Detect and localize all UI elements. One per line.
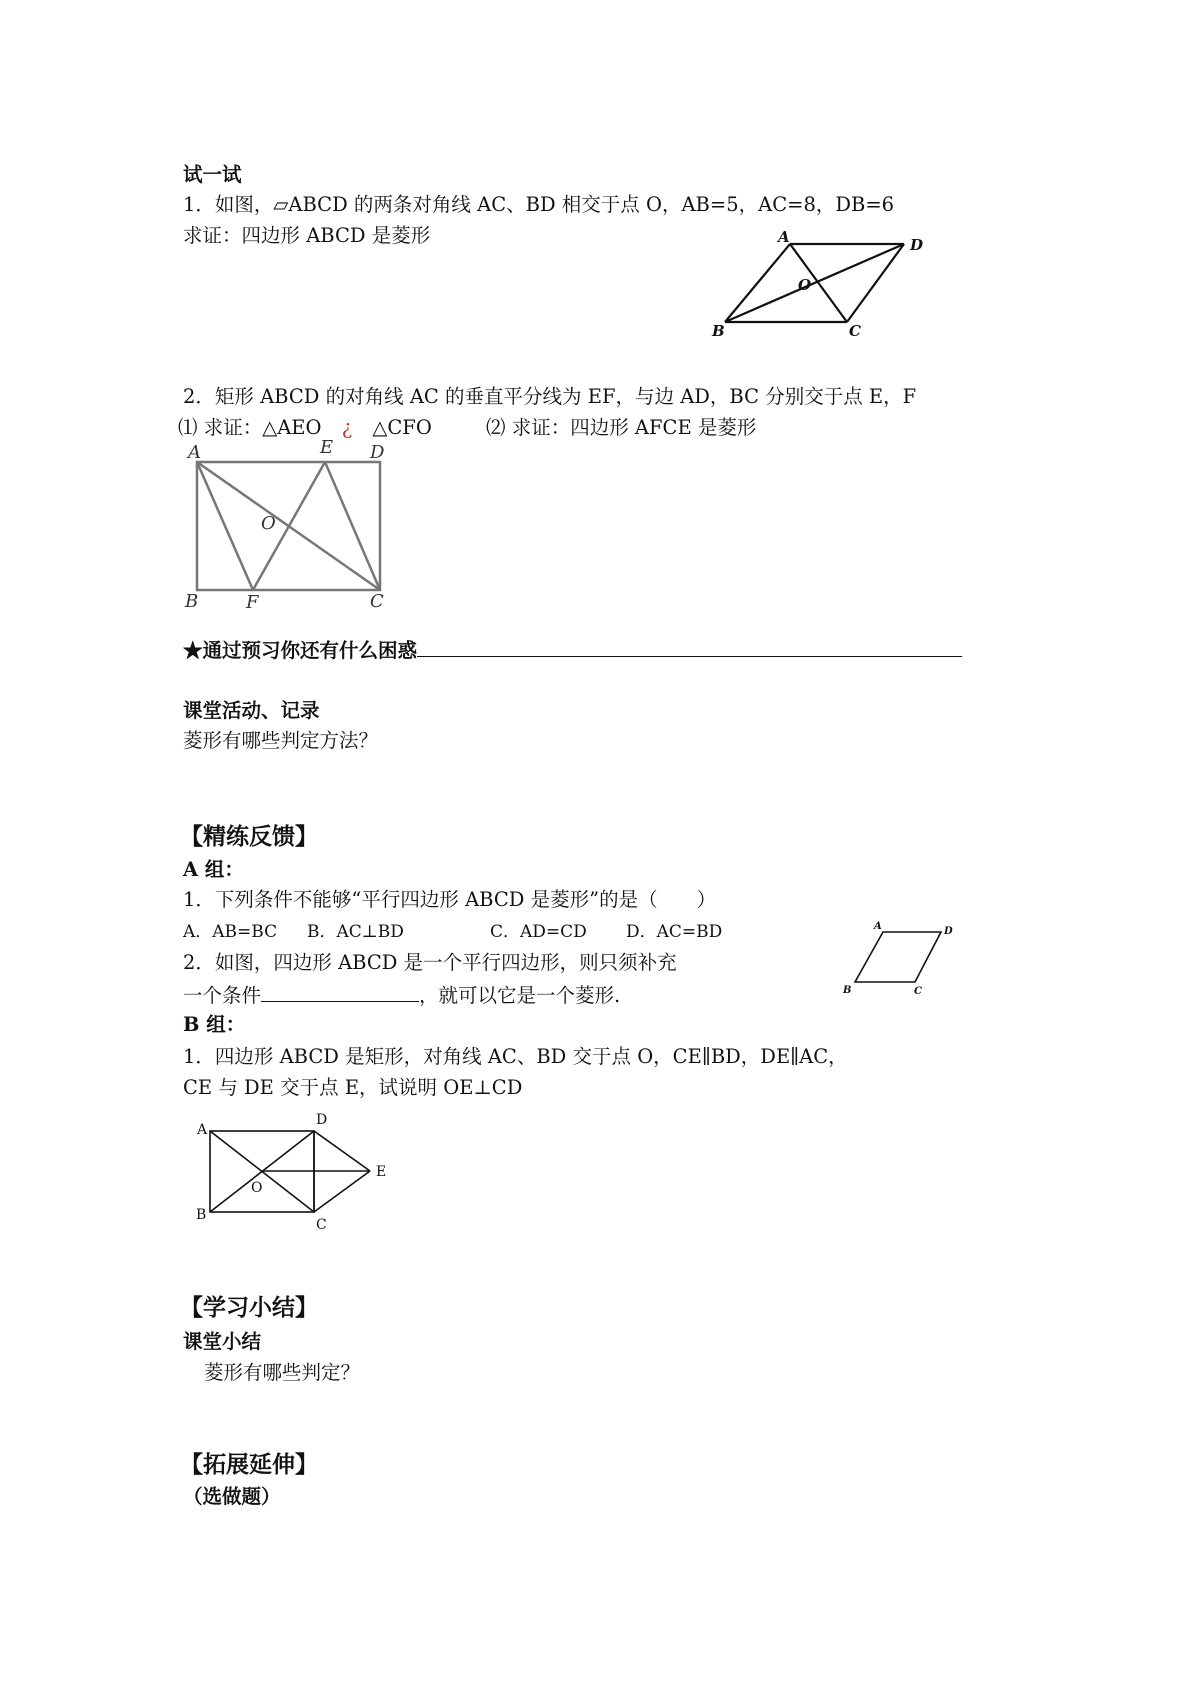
a2-question-line2 [183,983,620,1008]
a2-line2-prefix: 一个条件 [183,984,262,1007]
a1-option-a: A．AB=BC [183,922,278,942]
fig4-label-B: B [196,1207,207,1223]
summary-question: 菱形有哪些判定？ [204,1361,361,1384]
fig3-label-D: D [944,926,953,937]
preview-answer-blank[interactable] [417,638,962,657]
summary-title: 【学习小结】 [180,1294,318,1321]
question-2-part1-b: △CFO [372,416,432,439]
question-2-text: 2．矩形 ABCD 的对角线 AC 的垂直平分线为 EF，与边 AD，BC 分别交于点 E，F [183,385,917,408]
a1-question: 1．下列条件不能够“平行四边形 ABCD 是菱形”的是（ ） [183,888,717,911]
summary-subtitle: 课堂小结 [183,1330,262,1353]
a1-option-c: C．AD=CD [490,922,587,942]
practice-title: 【精练反馈】 [180,823,318,850]
fig4-label-C: C [316,1217,327,1233]
fig1-label-B: B [712,322,725,340]
fig1-label-O: O [798,276,812,294]
classroom-question: 菱形有哪些判定方法？ [183,729,379,752]
fig3-label-B: B [843,985,852,996]
preview-prompt-line [183,638,962,663]
fig2-label-D: D [370,442,385,463]
extension-title: 【拓展延伸】 [180,1451,318,1478]
a2-question-line1: 2．如图，四边形 ABCD 是一个平行四边形，则只须补充 [183,951,677,974]
fig4-label-A: A [197,1122,208,1138]
question-2-subparts [178,416,756,440]
fig2-label-C: C [370,591,384,612]
fig2-label-O: O [261,513,276,534]
fig4-label-O: O [251,1180,263,1196]
fig2-label-B: B [185,591,199,612]
section-title-try: 试一试 [183,163,242,186]
fig1-label-A: A [778,228,790,246]
question-2-part1-a: ⑴ 求证：△AEO [178,416,322,439]
figure-rectangle-2 [180,437,400,613]
question-2-part1-symbol: ¿ [341,416,353,439]
a1-option-b: B．AC⊥BD [307,922,404,942]
fig2-label-E: E [320,437,334,458]
figure-parallelogram-3 [838,920,958,1000]
fig3-label-A: A [874,921,882,932]
classroom-title: 课堂活动、记录 [183,699,320,722]
figure-parallelogram-1 [700,228,940,342]
fig4-label-D: D [316,1112,328,1128]
extension-subtitle: （选做题） [183,1485,281,1508]
fig3-label-C: C [914,986,922,997]
question-1-prove: 求证：四边形 ABCD 是菱形 [183,224,431,247]
preview-prompt: ★通过预习你还有什么困惑 [183,639,418,662]
fig2-label-A: A [188,442,201,463]
figure-rectangle-4 [190,1110,400,1240]
a1-option-d: D．AC=BD [626,922,723,942]
b1-question-line2: CE 与 DE 交于点 E，试说明 OE⊥CD [183,1076,523,1099]
a2-line2-suffix: ，就可以它是一个菱形. [419,984,621,1007]
group-a-label: A 组： [183,858,244,881]
b1-question-line1: 1．四边形 ABCD 是矩形，对角线 AC、BD 交于点 O，CE∥BD，DE∥AC， [183,1045,848,1068]
question-2-part2: ⑵ 求证：四边形 AFCE 是菱形 [486,416,757,439]
fig1-label-C: C [849,322,861,340]
a2-answer-blank[interactable] [261,983,419,1002]
group-b-label: B 组： [183,1013,246,1036]
question-1-text: 1．如图，▱ABCD 的两条对角线 AC、BD 相交于点 O，AB=5，AC=8，DB=6 [183,193,895,216]
fig1-label-D: D [910,236,924,254]
fig4-label-E: E [376,1164,387,1180]
fig2-label-F: F [246,592,259,613]
